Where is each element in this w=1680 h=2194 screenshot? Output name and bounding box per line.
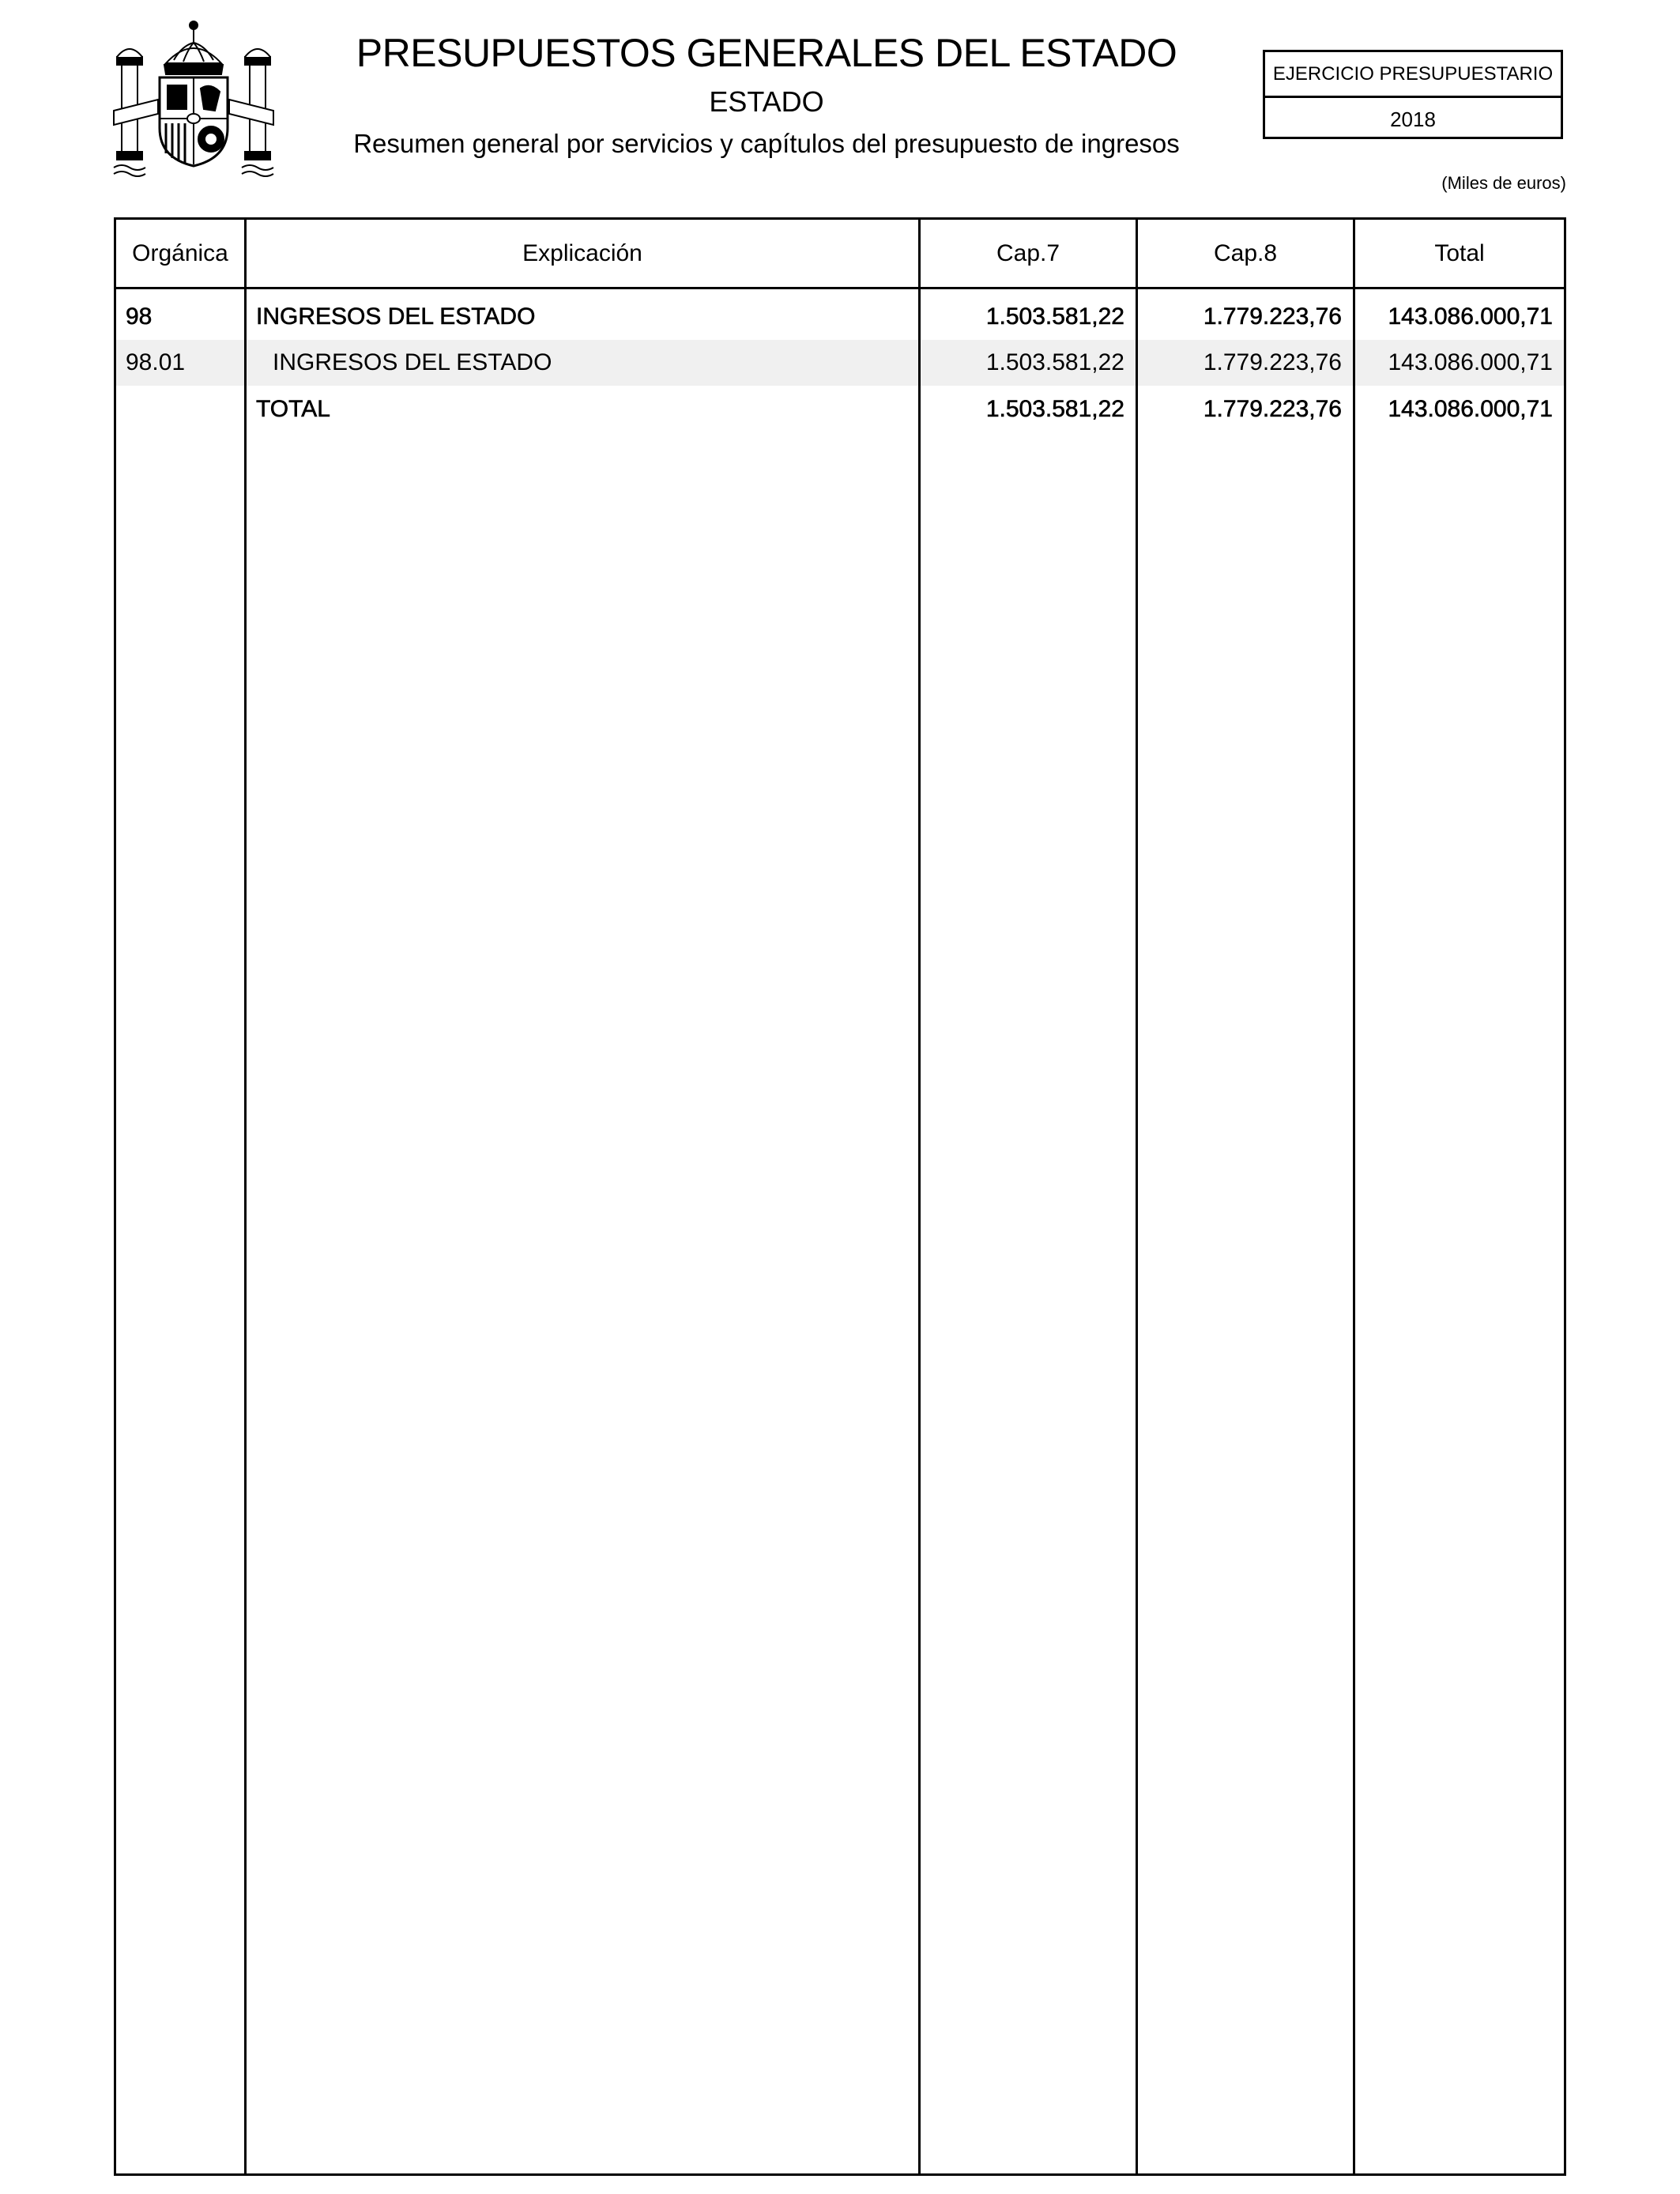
ejercicio-label: EJERCICIO PRESUPUESTARIO xyxy=(1265,52,1561,98)
cell-total: 143.086.000,71 xyxy=(1388,396,1553,422)
column-divider xyxy=(918,220,921,2173)
document-title: PRESUPUESTOS GENERALES DEL ESTADO xyxy=(356,31,1177,75)
cell-cap8: 1.779.223,76 xyxy=(1203,303,1342,330)
column-divider xyxy=(244,220,247,2173)
budget-table xyxy=(114,217,1566,2176)
cell-explicacion: INGRESOS DEL ESTADO xyxy=(256,303,536,330)
cell-cap8: 1.779.223,76 xyxy=(1203,396,1342,422)
table-row xyxy=(116,340,1564,386)
table-header-row xyxy=(116,220,1564,289)
col-header-total: Total xyxy=(1434,240,1485,266)
title-block xyxy=(292,25,1241,164)
column-divider xyxy=(1353,220,1355,2173)
col-header-organica: Orgánica xyxy=(132,240,228,266)
coat-of-arms-emblem xyxy=(111,17,277,179)
col-header-cap7: Cap.7 xyxy=(996,240,1060,266)
col-header-cap8: Cap.8 xyxy=(1213,240,1278,266)
cell-cap8: 1.779.223,76 xyxy=(1203,349,1342,375)
cell-total: 143.086.000,71 xyxy=(1388,349,1553,375)
cell-organica: 98.01 xyxy=(126,349,186,375)
cell-cap7: 1.503.581,22 xyxy=(985,396,1124,422)
cell-cap7: 1.503.581,22 xyxy=(985,349,1124,375)
column-divider xyxy=(1136,220,1138,2173)
cell-organica: 98 xyxy=(126,303,153,330)
document-description: Resumen general por servicios y capítulos del presupuesto de ingresos xyxy=(353,129,1180,158)
table-row-total xyxy=(116,386,1564,432)
document-subtitle: ESTADO xyxy=(709,85,824,118)
col-header-explicacion: Explicación xyxy=(522,240,642,266)
units-note: (Miles de euros) xyxy=(1441,173,1566,193)
cell-explicacion: INGRESOS DEL ESTADO xyxy=(273,349,552,375)
ejercicio-year: 2018 xyxy=(1390,107,1436,131)
cell-cap7: 1.503.581,22 xyxy=(985,303,1124,330)
cell-total: 143.086.000,71 xyxy=(1388,303,1553,330)
table-row xyxy=(116,294,1564,340)
ejercicio-box xyxy=(1263,50,1563,139)
cell-explicacion: TOTAL xyxy=(256,396,330,422)
